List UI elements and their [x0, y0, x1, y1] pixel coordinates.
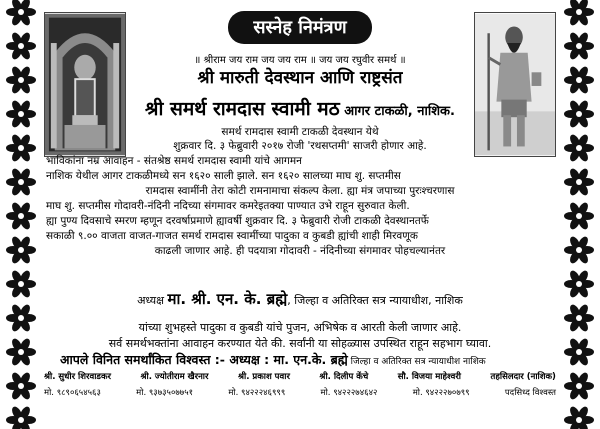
- event-date-line: शुक्रवार दि. ३ फेब्रुवारी २०१७ रोजी 'रथसप्तमी' साजरी होणार आहे.: [173, 140, 427, 152]
- paragraph-line: काढली जाणार आहे. ही पदयात्रा गोदावरी - नंदिनीच्या संगमावर पोहचल्यानंतर: [154, 245, 446, 257]
- president-line: [0, 289, 600, 309]
- trustee-phone: मो. ९४२२२७०७९९: [412, 388, 470, 398]
- trustee-name: श्री. प्रकाश पवार: [237, 372, 290, 382]
- chant-line: ॥ श्रीराम जय राम जय जय राम ॥ जय जय रघुवीर समर्थ ॥: [194, 55, 406, 66]
- heading-temple: श्री मारुती देवस्थान आणि राष्ट्रसंत: [197, 68, 403, 88]
- heading-math-location: आगर टाकळी, नाशिक.: [339, 104, 455, 119]
- trustee-phones: [44, 387, 556, 398]
- ceremony-line: यांच्या शुभहस्ते पादुका व कुबडी यांचे पुजन, अभिषेक व आरती केली जाणार आहे.: [138, 321, 462, 334]
- trustee-phone: मो. ९४२२२४६९९९: [228, 388, 286, 398]
- president-title: , जिल्हा व अतिरिक्त सत्र न्यायाधीश, नाशिक: [287, 294, 463, 307]
- appeal-line: सर्व समर्थभक्तांना आवाहन करण्यात येते की. सर्वांनी या सोहळ्यास उपस्थित राहून सहभाग घ्यावा.: [108, 337, 492, 350]
- trustee-names: [44, 371, 556, 382]
- president-prefix: अध्यक्ष: [137, 294, 168, 307]
- trustee-phone: मो. ९८९०६५४५६३: [44, 388, 101, 398]
- paragraph-line: सकाळी ९.०० वाजता वाजत-गाजत समर्थ रामदास स्वामींच्या पादुका व कुबडी ह्यांची शाही मिरवणूक: [46, 230, 418, 242]
- paragraph-line: भाविकांना नम्र आवाहन - संतश्रेष्ठ समर्थ रामदास स्वामी यांचे आगमन: [46, 155, 302, 167]
- trustee-name: श्री. दिलीप केंचे: [319, 372, 369, 382]
- intro-line: समर्थ रामदास स्वामी टाकळी देवस्थान येथे: [221, 126, 379, 138]
- heading-math: [0, 95, 600, 121]
- president-name: मा. श्री. एन. के. ब्रह्मे: [167, 290, 288, 308]
- trustees-heading-main: आपले विनित समर्थांकित विश्वस्त :- अध्यक्ष : मा. एन.के. ब्रह्मे: [60, 352, 348, 367]
- paragraph-line: रामदास स्वामींनी तेरा कोटी रामनामाचा संकल्प केला. ह्या मंत्र जपाच्या पुरःश्चरणास: [145, 185, 455, 197]
- trustees-heading: [60, 351, 486, 368]
- trustee-phone: मो. ९४२२२७४६४२: [320, 388, 378, 398]
- appeal-paragraph: [46, 154, 554, 259]
- trustee-phone: मो. ९३७३५०७७५१: [136, 388, 194, 398]
- trustee-name: तहसिलदार (नाशिक): [490, 372, 556, 382]
- paragraph-line: ह्या पुण्य दिवसाचे स्मरण म्हणून दरवर्षाप्रमाणे ह्यावर्षी शुक्रवार दि. ३ फेब्रुवारी रोजी टाकळी देवस्थानतर्फे: [46, 215, 429, 227]
- trustee-name: सौ. विजया माहेश्वरी: [397, 372, 462, 382]
- trustee-phone: पदसिध्द विश्वस्त: [504, 388, 556, 398]
- paragraph-line: नाशिक येथील आगर टाकळीमध्ये सन १६२० साली झाले. सन १६२० सालच्या माघ शु. सप्तमीस: [46, 170, 401, 182]
- invitation-banner: सस्नेह निमंत्रण: [228, 11, 372, 44]
- paragraph-line: माघ शु. सप्तमीस गोदावरी-नंदिनी नदिच्या संगमावर कमरेइतक्या पाण्यात उभे राहून सुरुवात केली.: [46, 200, 410, 212]
- trustees-heading-title: जिल्हा व अतिरिक्त सत्र न्यायाधीश नाशिक: [347, 357, 486, 367]
- trustee-name: श्री. सुधीर शिरवाडकर: [44, 372, 111, 382]
- heading-math-name: श्री समर्थ रामदास स्वामी मठ: [145, 98, 340, 120]
- trustee-name: श्री. ज्योतीराम खैरनार: [140, 372, 209, 382]
